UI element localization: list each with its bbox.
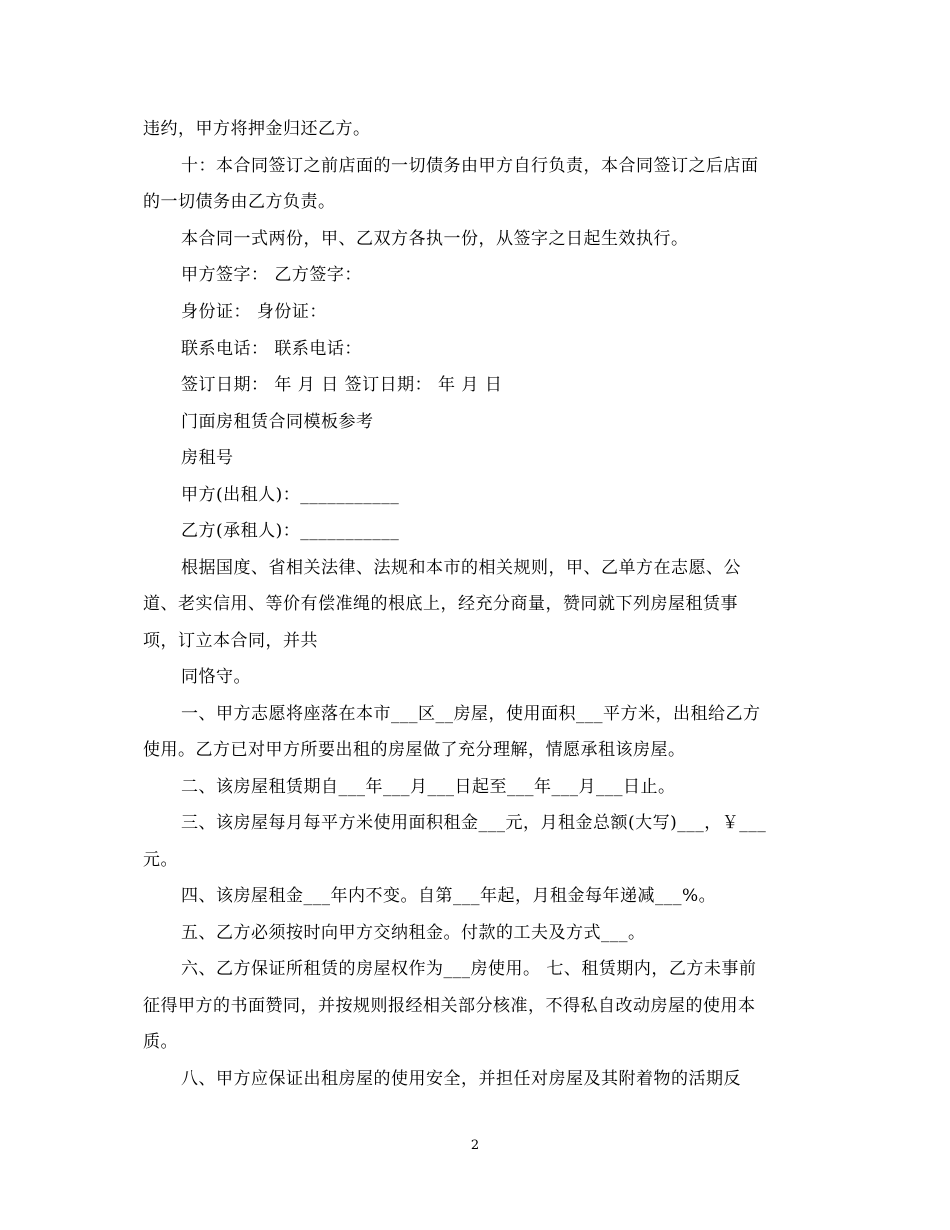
text-line: 乙方(承租人)：___________ — [181, 521, 400, 541]
text-line: 征得甲方的书面赞同，并按规则报经相关部分核准，不得私自改动房屋的使用本 — [143, 996, 756, 1016]
text-line: 一、甲方志愿将座落在本市___区__房屋，使用面积___平方米，出租给乙方 — [181, 704, 761, 724]
text-line: 联系电话： 联系电话： — [181, 339, 362, 359]
text-line: 十：本合同签订之前店面的一切债务由甲方自行负责，本合同签订之后店面 — [181, 156, 759, 176]
text-line: 三、该房屋每月每平方米使用面积租金___元，月租金总额(大写)___，￥___ — [181, 813, 767, 833]
text-line: 本合同一式两份，甲、乙双方各执一份，从签字之日起生效执行。 — [181, 229, 689, 249]
text-line: 质。 — [143, 1032, 178, 1052]
text-line: 六、乙方保证所租赁的房屋权作为___房使用。 七、租赁期内，乙方未事前 — [181, 959, 757, 979]
text-line: 身份证： 身份证： — [181, 302, 327, 322]
text-line: 项，订立本合同，并共 — [143, 631, 318, 651]
text-line: 的一切债务由乙方负责。 — [143, 192, 336, 212]
text-line: 甲方(出租人)：___________ — [181, 485, 400, 505]
text-line: 五、乙方必须按时向甲方交纳租金。付款的工夫及方式___。 — [181, 923, 646, 943]
text-line: 根据国度、省相关法律、法规和本市的相关规则，甲、乙单方在志愿、公 — [181, 558, 741, 578]
text-line: 使用。乙方已对甲方所要出租的房屋做了充分理解，情愿承租该房屋。 — [143, 740, 686, 760]
text-line: 道、老实信用、等价有偿准绳的根底上，经充分商量，赞同就下列房屋租赁事 — [143, 594, 738, 614]
text-line: 同恪守。 — [181, 667, 251, 687]
text-line: 元。 — [143, 850, 178, 870]
text-line: 二、该房屋租赁期自___年___月___日起至___年___月___日止。 — [181, 777, 676, 797]
text-line: 门面房租赁合同模板参考 — [181, 412, 374, 432]
text-line: 房租号 — [181, 448, 234, 468]
text-line: 甲方签字： 乙方签字： — [181, 265, 362, 285]
text-line: 八、甲方应保证出租房屋的使用安全，并担任对房屋及其附着物的活期反 — [181, 1069, 741, 1089]
text-line: 四、该房屋租金___年内不变。自第___年起，月租金每年递减___%。 — [181, 886, 717, 906]
text-line: 违约，甲方将押金归还乙方。 — [143, 119, 371, 139]
text-line: 签订日期： 年 月 日 签订日期： 年 月 日 — [181, 375, 503, 395]
page-number: 2 — [470, 1138, 480, 1153]
